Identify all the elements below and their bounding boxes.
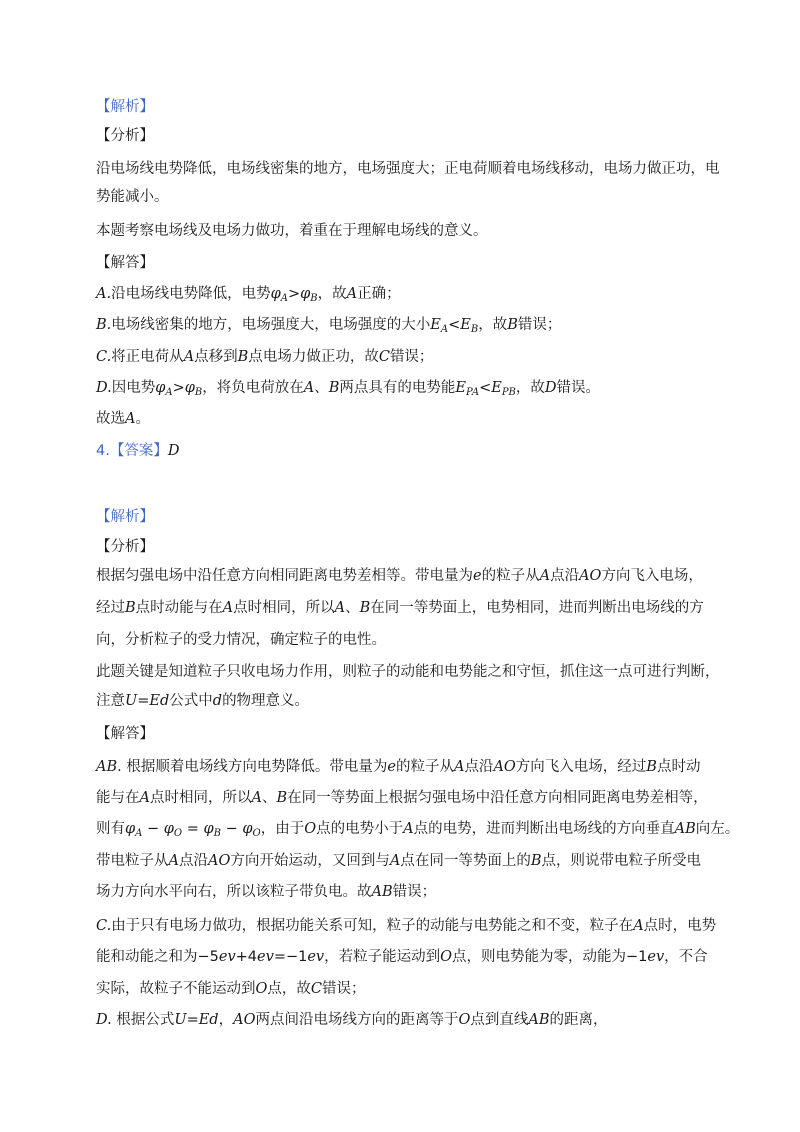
math: φ — [155, 380, 166, 396]
text: 点到直线 — [470, 1012, 529, 1028]
text: 点的电势，进而判断出电场线的方向垂直 — [413, 821, 675, 837]
math: A — [346, 286, 358, 302]
text: ，若粒子能运动到 — [324, 949, 441, 965]
text: ，由于 — [260, 821, 305, 837]
math: A — [453, 759, 465, 775]
q3-option-c — [96, 346, 433, 368]
text: 点沿 — [550, 568, 580, 584]
q3-jieda-heading: 【解答】 — [96, 255, 154, 271]
text: 则有 — [96, 821, 125, 837]
text: 方向开始运动，又回到与 — [230, 853, 390, 869]
text: 两点间沿电场线方向的距离等于 — [255, 1012, 459, 1028]
math: A — [183, 349, 195, 365]
text: 点沿 — [178, 853, 208, 869]
text: 错误； — [322, 981, 366, 997]
text: 公式中 — [169, 693, 213, 709]
math: AO — [233, 1012, 256, 1028]
text: 点，则电势能为零，动能为 — [452, 949, 627, 965]
text: 故选 — [96, 411, 125, 427]
text: ，故 — [515, 380, 545, 396]
math: U — [125, 693, 138, 709]
math: = — [137, 693, 150, 709]
subscript: A — [135, 828, 143, 839]
text: 注意 — [96, 693, 125, 709]
answer-label: 【答案】 — [109, 443, 168, 459]
subscript: A — [440, 324, 449, 335]
math: A — [125, 411, 136, 427]
math: B — [359, 600, 371, 616]
text: ，故 — [478, 317, 508, 333]
text: 的距离， — [549, 1012, 608, 1028]
math: ev — [307, 949, 325, 965]
q3-guxuan — [96, 408, 150, 430]
q4-fenxi-line-4: 此题关键是知道粒子只收电场力作用，则粒子的动能和电势能之和守恒，抓住这一点可进行判断， — [96, 664, 720, 680]
q4-fenxi-line-2 — [96, 597, 704, 619]
math: =−1 — [273, 949, 308, 965]
math: A — [139, 790, 150, 806]
text: D. — [96, 380, 112, 396]
math: AB — [96, 759, 118, 775]
text: 点时动能与在 — [135, 600, 223, 616]
q3-option-d — [96, 377, 600, 399]
math: −5 — [197, 949, 219, 965]
text: 方向飞入电场，经过 — [515, 759, 647, 775]
subscript: O — [252, 828, 261, 839]
text: 错误； — [517, 317, 562, 333]
text: B. — [96, 317, 112, 333]
math: A — [633, 918, 644, 934]
text: A. — [96, 286, 112, 302]
text: 在同一等势面上，电势相同，进而判断出电场线的方 — [370, 600, 704, 616]
math: E — [455, 380, 467, 396]
q4-jieda-line-9 — [96, 1009, 607, 1031]
subscript: B — [194, 387, 203, 398]
text: 方向飞入电场， — [601, 568, 703, 584]
text: 将正电荷从 — [111, 349, 184, 365]
subscript: O — [173, 828, 183, 839]
q4-answer-line — [96, 440, 179, 462]
text: 点，故 — [267, 981, 311, 997]
text: 在同一等势面上根据匀强电场中沿任意方向相同距离电势差相等， — [287, 790, 708, 806]
math: −1 — [626, 949, 648, 965]
math: A — [222, 600, 234, 616]
math: > — [172, 380, 185, 396]
q4-jieda-line-5 — [96, 881, 436, 903]
text: ， — [218, 1012, 234, 1028]
text: 沿电场线电势降低，电势 — [111, 286, 271, 302]
q4-jieda-line-4 — [96, 850, 701, 872]
subscript: PA — [466, 387, 480, 398]
math: AB — [371, 884, 393, 900]
text: 带电粒子从 — [96, 853, 169, 869]
text: 、 — [314, 380, 329, 396]
text: C. — [96, 349, 112, 365]
math: B — [328, 380, 340, 396]
math: A — [251, 790, 262, 806]
q4-jieda-heading: 【解答】 — [96, 726, 154, 742]
math: E — [460, 317, 471, 333]
math: O — [440, 949, 453, 965]
text: 电场线密集的地方，电场强度大，电场强度的大小 — [111, 317, 431, 333]
math: A — [389, 853, 401, 869]
q3-fenxi-line-2: 势能减小。 — [96, 189, 169, 205]
q4-fenxi-line-3: 向，分析粒子的受力情况，确定粒子的电性。 — [96, 632, 386, 648]
math: U — [174, 1012, 187, 1028]
math: +4 — [235, 949, 258, 965]
q3-fenxi-line-1: 沿电场线电势降低，电场线密集的地方，电场强度大；正电荷顺着电场线移动，电场力做正功，电 — [96, 161, 720, 177]
q4-jieda-line-6 — [96, 915, 716, 937]
math: B — [507, 317, 518, 333]
q4-jieda-line-1 — [96, 756, 700, 778]
math: φ — [300, 286, 311, 302]
math: AO — [207, 853, 231, 869]
text: 点在同一等势面上的 — [400, 853, 531, 869]
text: 点电场力做正功，故 — [248, 349, 379, 365]
math: B — [530, 853, 542, 869]
question-number: 4. — [96, 443, 110, 459]
text: 因电势 — [111, 380, 156, 396]
text: 场力方向水平向右，所以该粒子带负电。故 — [96, 884, 372, 900]
subscript: B — [470, 324, 479, 335]
math: < — [479, 380, 492, 396]
q3-option-b — [96, 314, 561, 336]
text: 、 — [345, 600, 360, 616]
math: E — [430, 317, 441, 333]
text: 的粒子从 — [481, 568, 540, 584]
text: 能与在 — [96, 790, 140, 806]
text: 点时动 — [656, 759, 701, 775]
math: A — [303, 380, 315, 396]
math: e — [387, 759, 396, 775]
math: Ed — [198, 1012, 219, 1028]
text: 点沿 — [464, 759, 494, 775]
math: A — [539, 568, 551, 584]
text: 。 — [135, 411, 150, 427]
q3-jiexi-heading: 【解析】 — [96, 99, 154, 115]
math: O — [255, 981, 268, 997]
math: − — [142, 821, 164, 837]
math: B — [646, 759, 657, 775]
text: 向左。 — [695, 821, 740, 837]
text: 错误； — [392, 884, 437, 900]
text: 正确； — [357, 286, 401, 302]
text: 点的电势小于 — [316, 821, 404, 837]
math: AB — [674, 821, 696, 837]
text: 、 — [261, 790, 277, 806]
math: > — [287, 286, 301, 302]
q4-fenxi-line-5 — [96, 690, 309, 712]
math: φ — [184, 380, 195, 396]
q4-jieda-line-7 — [96, 946, 708, 968]
subscript: PB — [501, 387, 516, 398]
text: 点移到 — [194, 349, 238, 365]
math: A — [334, 600, 346, 616]
text: ，故 — [317, 286, 347, 302]
text: 由于只有电场力做功，根据功能关系可知，粒子的动能与电势能之和不变，粒子在 — [111, 918, 634, 934]
text: 能和动能之和为 — [96, 949, 198, 965]
text: C. — [96, 918, 112, 934]
math: e — [473, 568, 482, 584]
q4-jieda-line-8 — [96, 978, 366, 1000]
math: Ed — [149, 693, 170, 709]
math: C — [310, 981, 322, 997]
text: 的粒子从 — [395, 759, 454, 775]
text: 经过 — [96, 600, 125, 616]
text: 点时相同，所以 — [233, 600, 335, 616]
subscript: A — [280, 293, 288, 304]
math: = — [182, 821, 204, 837]
text: ，将负电荷放在 — [202, 380, 304, 396]
math: AO — [493, 759, 516, 775]
q3-fenxi-line-3: 本题考察电场线及电场力做功，着重在于理解电场线的意义。 — [96, 223, 488, 239]
math: φ — [242, 821, 253, 837]
q4-jieda-line-2 — [96, 787, 708, 809]
q3-option-a — [96, 283, 401, 305]
math: A — [168, 853, 179, 869]
q4-jieda-line-3 — [96, 818, 739, 840]
subscript: B — [310, 293, 318, 304]
math: AO — [579, 568, 602, 584]
math: AB — [528, 1012, 550, 1028]
q4-fenxi-heading: 【分析】 — [96, 539, 154, 555]
math: φ — [203, 821, 214, 837]
math: ev — [647, 949, 665, 965]
text: 点时，电势 — [643, 918, 717, 934]
math: O — [304, 821, 317, 837]
q4-jiexi-heading: 【解析】 — [96, 509, 154, 525]
subscript: A — [165, 387, 173, 398]
math: B — [125, 600, 136, 616]
text: 点，则说带电粒子所受电 — [541, 853, 701, 869]
answer-value: D — [167, 443, 180, 459]
math: − — [221, 821, 243, 837]
text: 实际，故粒子不能运动到 — [96, 981, 256, 997]
text: . 根据顺着电场线方向电势降低。带电量为 — [117, 759, 388, 775]
text: 的物理意义。 — [222, 693, 310, 709]
math: B — [237, 349, 249, 365]
text: 根据匀强电场中沿任意方向相同距离电势差相等。带电量为 — [96, 568, 473, 584]
text: 根据公式 — [111, 1012, 175, 1028]
math: C — [378, 349, 390, 365]
math: B — [276, 790, 288, 806]
text: 点时相同，所以 — [149, 790, 252, 806]
math: ev — [257, 949, 274, 965]
math: O — [458, 1012, 471, 1028]
math: = — [186, 1012, 199, 1028]
math: < — [448, 317, 461, 333]
q4-fenxi-line-1 — [96, 565, 703, 587]
math: d — [212, 693, 223, 709]
text: D. — [96, 1012, 112, 1028]
text: 错误。 — [556, 380, 601, 396]
math: A — [403, 821, 414, 837]
text: 错误； — [389, 349, 434, 365]
text: ，不合 — [664, 949, 708, 965]
math: φ — [270, 286, 281, 302]
q3-fenxi-heading: 【分析】 — [96, 128, 154, 144]
subscript: B — [213, 828, 222, 839]
math: φ — [163, 821, 174, 837]
math: φ — [125, 821, 136, 837]
math: ev — [218, 949, 236, 965]
math: E — [491, 380, 502, 396]
math: D — [544, 380, 557, 396]
text: 两点具有的电势能 — [339, 380, 456, 396]
